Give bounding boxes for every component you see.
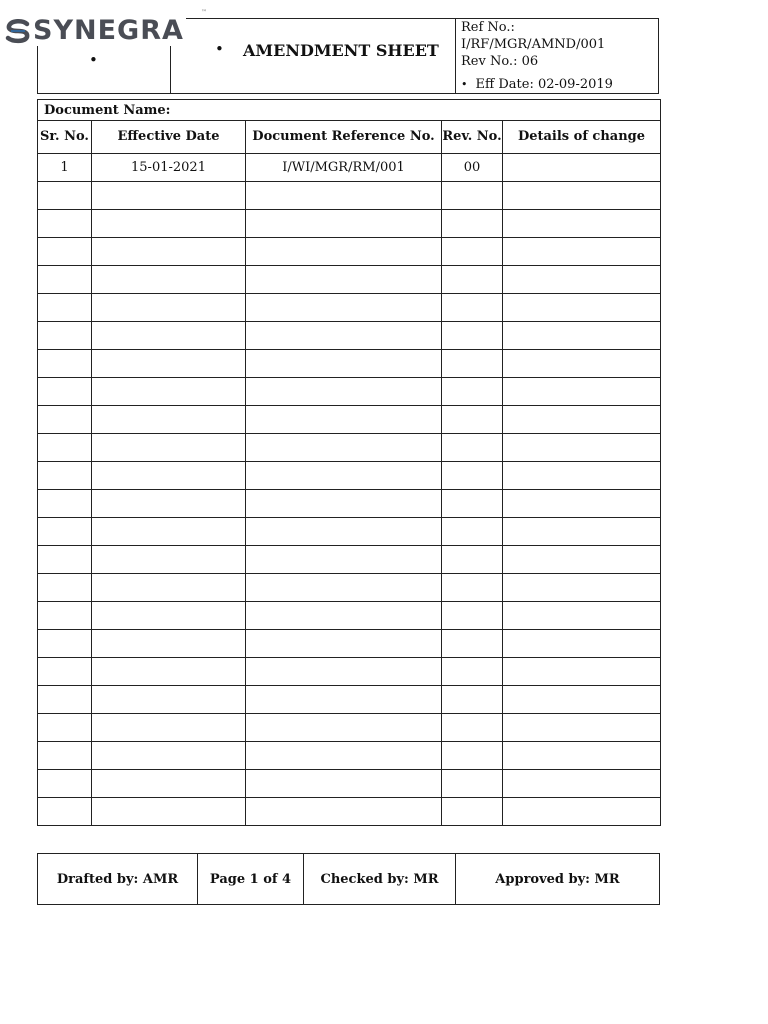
table-row — [38, 490, 661, 518]
cell-doc-ref: I/WI/MGR/RM/001 — [246, 154, 442, 182]
table-cell — [92, 322, 246, 350]
table-cell — [503, 378, 661, 406]
column-header-details: Details of change — [503, 121, 661, 154]
table-cell — [38, 406, 92, 434]
header-table — [33, 9, 659, 94]
table-cell — [246, 238, 442, 266]
table-cell — [246, 322, 442, 350]
table-cell — [246, 378, 442, 406]
table-cell — [503, 742, 661, 770]
eff-date-bullet: • — [461, 78, 468, 91]
table-cell — [92, 350, 246, 378]
rev-no: Rev No.: 06 — [461, 54, 539, 69]
table-row — [38, 154, 661, 182]
table-row — [38, 406, 661, 434]
table-cell — [442, 630, 503, 658]
table-cell — [38, 686, 92, 714]
table-cell — [246, 658, 442, 686]
table-row — [38, 546, 661, 574]
table-cell — [442, 434, 503, 462]
table-cell — [38, 462, 92, 490]
table-cell — [38, 266, 92, 294]
table-cell — [38, 518, 92, 546]
table-row — [38, 238, 661, 266]
table-cell — [503, 798, 661, 826]
amendment-table — [37, 99, 661, 826]
table-row — [38, 574, 661, 602]
document-name-label: Document Name: — [38, 100, 661, 121]
table-cell — [246, 742, 442, 770]
table-cell — [38, 238, 92, 266]
table-cell — [442, 798, 503, 826]
table-cell — [442, 294, 503, 322]
table-cell — [503, 238, 661, 266]
table-cell — [503, 350, 661, 378]
column-header-rev-no: Rev. No. — [442, 121, 503, 154]
table-cell — [246, 462, 442, 490]
column-header-effective-date: Effective Date — [92, 121, 246, 154]
table-cell — [442, 602, 503, 630]
table-cell — [92, 294, 246, 322]
table-cell — [503, 574, 661, 602]
table-cell — [92, 462, 246, 490]
table-row — [38, 630, 661, 658]
logo-text: SYNEGRA — [33, 15, 184, 46]
table-cell — [38, 434, 92, 462]
table-cell — [503, 406, 661, 434]
table-row — [38, 798, 661, 826]
empty-rows — [38, 182, 661, 826]
page-number: Page 1 of 4 — [198, 854, 304, 905]
table-cell — [92, 574, 246, 602]
table-cell — [246, 630, 442, 658]
table-cell — [442, 574, 503, 602]
table-cell — [38, 658, 92, 686]
table-cell — [246, 350, 442, 378]
column-header-sr-no: Sr. No. — [38, 121, 92, 154]
title-bullet: • — [215, 40, 224, 58]
table-cell — [92, 630, 246, 658]
logo-cell — [33, 9, 208, 94]
table-row — [38, 378, 661, 406]
table-cell — [503, 490, 661, 518]
table-cell — [503, 546, 661, 574]
table-cell — [442, 462, 503, 490]
logo-swoosh-icon — [5, 18, 31, 44]
table-cell — [246, 210, 442, 238]
table-cell — [503, 518, 661, 546]
table-header-row — [38, 121, 661, 154]
company-logo — [5, 9, 208, 46]
table-row — [38, 602, 661, 630]
table-cell — [503, 686, 661, 714]
table-cell — [503, 322, 661, 350]
table-cell — [442, 266, 503, 294]
eff-date-line — [461, 76, 658, 93]
table-cell — [442, 742, 503, 770]
table-cell — [92, 434, 246, 462]
trademark-mark: ™ — [201, 9, 208, 16]
table-cell — [92, 770, 246, 798]
table-cell — [246, 294, 442, 322]
table-cell — [38, 546, 92, 574]
table-cell — [38, 630, 92, 658]
table-cell — [442, 546, 503, 574]
table-cell — [38, 714, 92, 742]
logo-cell-bullet: • — [89, 51, 98, 69]
table-cell — [503, 266, 661, 294]
table-cell — [503, 714, 661, 742]
table-cell — [442, 714, 503, 742]
table-cell — [92, 714, 246, 742]
table-cell — [38, 210, 92, 238]
checked-by: Checked by: MR — [304, 854, 456, 905]
table-cell — [442, 210, 503, 238]
cell-rev-no: 00 — [442, 154, 503, 182]
table-cell — [38, 574, 92, 602]
table-cell — [246, 798, 442, 826]
table-cell — [442, 182, 503, 210]
table-row — [38, 182, 661, 210]
table-row — [38, 742, 661, 770]
table-cell — [442, 350, 503, 378]
table-row — [38, 350, 661, 378]
table-cell — [442, 322, 503, 350]
table-row — [38, 658, 661, 686]
table-cell — [246, 490, 442, 518]
table-cell — [246, 546, 442, 574]
table-row — [38, 518, 661, 546]
table-row — [38, 714, 661, 742]
table-cell — [92, 518, 246, 546]
table-cell — [503, 658, 661, 686]
table-cell — [246, 182, 442, 210]
meta-cell — [456, 19, 659, 94]
table-cell — [92, 182, 246, 210]
table-row — [38, 210, 661, 238]
table-cell — [442, 518, 503, 546]
table-cell — [503, 630, 661, 658]
table-row — [38, 686, 661, 714]
table-cell — [38, 490, 92, 518]
table-cell — [92, 798, 246, 826]
table-cell — [442, 378, 503, 406]
column-header-doc-ref: Document Reference No. — [246, 121, 442, 154]
table-cell — [442, 686, 503, 714]
table-cell — [92, 658, 246, 686]
table-cell — [246, 602, 442, 630]
cell-sr-no: 1 — [38, 154, 92, 182]
table-cell — [92, 490, 246, 518]
table-cell — [442, 406, 503, 434]
table-cell — [503, 602, 661, 630]
table-cell — [92, 546, 246, 574]
table-cell — [246, 686, 442, 714]
eff-date: Eff Date: 02-09-2019 — [475, 77, 613, 92]
table-cell — [246, 406, 442, 434]
table-cell — [38, 798, 92, 826]
table-row — [38, 770, 661, 798]
table-cell — [92, 406, 246, 434]
table-cell — [503, 770, 661, 798]
table-cell — [38, 742, 92, 770]
table-cell — [442, 658, 503, 686]
table-cell — [92, 238, 246, 266]
table-cell — [503, 434, 661, 462]
table-row — [38, 322, 661, 350]
table-cell — [246, 770, 442, 798]
ref-no: Ref No.: I/RF/MGR/AMND/001 — [461, 20, 606, 52]
table-cell — [92, 602, 246, 630]
table-row — [38, 294, 661, 322]
table-cell — [442, 238, 503, 266]
table-cell — [38, 322, 92, 350]
table-row — [38, 266, 661, 294]
cell-effective-date: 15-01-2021 — [92, 154, 246, 182]
table-cell — [38, 770, 92, 798]
table-cell — [92, 378, 246, 406]
table-cell — [246, 434, 442, 462]
table-cell — [503, 462, 661, 490]
page-title: AMENDMENT SHEET — [243, 41, 439, 60]
table-cell — [503, 210, 661, 238]
table-cell — [38, 378, 92, 406]
table-cell — [503, 182, 661, 210]
table-cell — [503, 294, 661, 322]
approved-by: Approved by: MR — [456, 854, 660, 905]
table-cell — [246, 714, 442, 742]
footer-signoff-table — [37, 853, 660, 905]
table-cell — [92, 686, 246, 714]
drafted-by: Drafted by: AMR — [38, 854, 198, 905]
table-cell — [38, 602, 92, 630]
title-cell — [171, 19, 456, 94]
table-cell — [38, 350, 92, 378]
table-cell — [246, 266, 442, 294]
table-cell — [442, 770, 503, 798]
cell-details — [503, 154, 661, 182]
table-cell — [38, 182, 92, 210]
table-cell — [38, 294, 92, 322]
table-cell — [92, 266, 246, 294]
table-cell — [92, 742, 246, 770]
table-cell — [442, 490, 503, 518]
table-cell — [246, 518, 442, 546]
table-row — [38, 434, 661, 462]
table-row — [38, 462, 661, 490]
table-cell — [92, 210, 246, 238]
table-cell — [246, 574, 442, 602]
